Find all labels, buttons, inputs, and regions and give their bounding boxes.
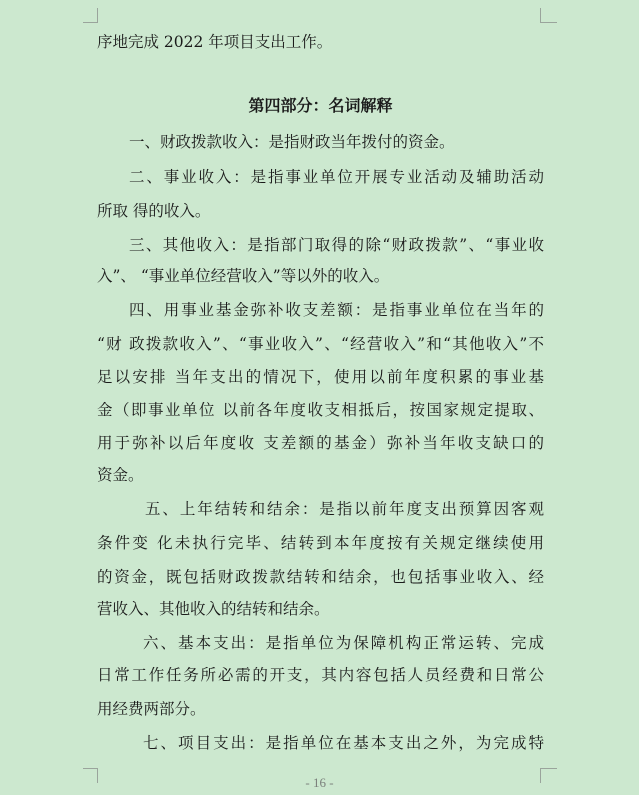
text-line: 用经费两部分。 (97, 700, 206, 718)
text-line: 的资金，既包括财政拨款结转和结余，也包括事业收入、经 (97, 568, 544, 586)
crop-mark-top-right (540, 8, 557, 23)
text-line: 四、用事业基金弥补收支差额：是指事业单位在当年的 (129, 301, 544, 319)
text-line: 足以安排 当年支出的情况下，使用以前年度积累的事业基 (97, 368, 544, 386)
text-line: 营收入、其他收入的结转和结余。 (97, 600, 330, 618)
text-line: 资金。 (97, 466, 144, 484)
page-number: - 16 - (305, 775, 334, 790)
text-line: 五、上年结转和结余：是指以前年度支出预算因客观 (145, 500, 544, 518)
text-line: 入”、 “事业单位经营收入”等以外的收入。 (97, 267, 390, 285)
section-heading: 第四部分：名词解释 (248, 96, 393, 115)
text-line: 序地完成 2022 年项目支出工作。 (97, 33, 333, 51)
text-line: 二、事业收入：是指事业单位开展专业活动及辅助活动 (129, 168, 544, 186)
text-line: 六、基本支出：是指单位为保障机构正常运转、完成 (143, 634, 544, 652)
crop-mark-top-left (83, 8, 98, 23)
text-line: 七、项目支出：是指单位在基本支出之外，为完成特 (143, 734, 544, 752)
text-line: 条件变 化未执行完毕、结转到本年度按有关规定继续使用 (97, 534, 544, 552)
text-line: 金（即事业单位 以前各年度收支相抵后，按国家规定提取、 (97, 401, 544, 419)
text-line: 所取 得的收入。 (97, 202, 211, 220)
text-line: 用于弥补以后年度收 支差额的基金）弥补当年收支缺口的 (97, 434, 544, 452)
text-line: “财 政拨款收入”、“事业收入”、“经营收入”和“其他收入”不 (97, 335, 544, 353)
text-line: 三、其他收入：是指部门取得的除“财政拨款”、“事业收 (129, 236, 544, 254)
text-line: 日常工作任务所必需的开支，其内容包括人员经费和日常公 (97, 666, 544, 684)
text-line: 一、财政拨款收入：是指财政当年拨付的资金。 (129, 133, 455, 151)
